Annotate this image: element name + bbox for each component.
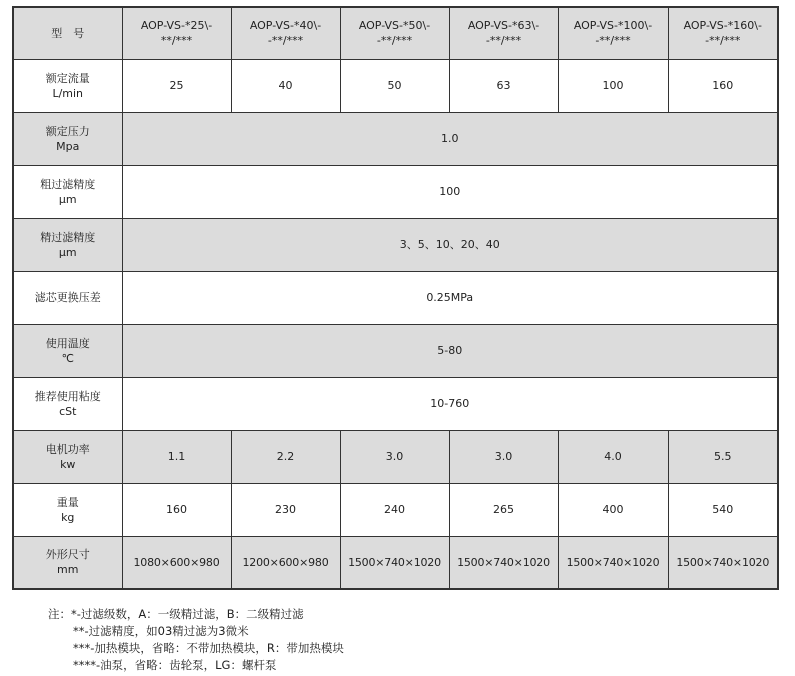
value-cell: 160 <box>668 59 778 112</box>
row-label: 使用温度 ℃ <box>13 324 122 377</box>
notes-block <box>48 606 344 674</box>
value-cell: 63 <box>449 59 558 112</box>
value-cell: 40 <box>231 59 340 112</box>
row-label: 粗过滤精度 μm <box>13 165 122 218</box>
value-cell: 400 <box>558 483 668 536</box>
row-label: 推荐使用粘度 cSt <box>13 377 122 430</box>
merged-value-cell: 0.25MPa <box>122 271 778 324</box>
value-cell: 3.0 <box>449 430 558 483</box>
row-label: 额定压力 Mpa <box>13 112 122 165</box>
value-cell: 1500×740×1020 <box>668 536 778 589</box>
row-rated-pressure <box>13 112 778 165</box>
row-label: 精过滤精度 μm <box>13 218 122 271</box>
value-cell: 1.1 <box>122 430 231 483</box>
value-cell: 240 <box>340 483 449 536</box>
row-label: 滤芯更换压差 <box>13 271 122 324</box>
model-cell: AOP-VS-*40\- -**/*** <box>231 7 340 59</box>
row-label: 外形尺寸 mm <box>13 536 122 589</box>
row-label: 重量 kg <box>13 483 122 536</box>
value-cell: 230 <box>231 483 340 536</box>
value-cell: 1200×600×980 <box>231 536 340 589</box>
value-cell: 2.2 <box>231 430 340 483</box>
value-cell: 1500×740×1020 <box>449 536 558 589</box>
value-cell: 1080×600×980 <box>122 536 231 589</box>
row-fine-filtration <box>13 218 778 271</box>
value-cell: 100 <box>558 59 668 112</box>
note-line: **-过滤精度，如03精过滤为3微米 <box>73 624 249 638</box>
row-viscosity <box>13 377 778 430</box>
row-dimensions <box>13 536 778 589</box>
row-coarse-filtration <box>13 165 778 218</box>
value-cell: 5.5 <box>668 430 778 483</box>
note-line: ****-油泵，省略：齿轮泵，LG：螺杆泵 <box>73 658 277 672</box>
spec-table <box>12 6 779 590</box>
value-cell: 4.0 <box>558 430 668 483</box>
row-motor-power <box>13 430 778 483</box>
row-weight <box>13 483 778 536</box>
merged-value-cell: 3、5、10、20、40 <box>122 218 778 271</box>
value-cell: 1500×740×1020 <box>340 536 449 589</box>
merged-value-cell: 1.0 <box>122 112 778 165</box>
model-cell: AOP-VS-*160\- -**/*** <box>668 7 778 59</box>
value-cell: 50 <box>340 59 449 112</box>
row-element-change-pressure <box>13 271 778 324</box>
model-cell: AOP-VS-*63\- -**/*** <box>449 7 558 59</box>
model-cell: AOP-VS-*100\- -**/*** <box>558 7 668 59</box>
note-line: 注：*-过滤级数，A：一级精过滤，B：二级精过滤 <box>48 607 304 621</box>
value-cell: 25 <box>122 59 231 112</box>
merged-value-cell: 5-80 <box>122 324 778 377</box>
value-cell: 540 <box>668 483 778 536</box>
header-row <box>13 7 778 59</box>
value-cell: 160 <box>122 483 231 536</box>
value-cell: 1500×740×1020 <box>558 536 668 589</box>
row-rated-flow <box>13 59 778 112</box>
row-label: 额定流量 L/min <box>13 59 122 112</box>
value-cell: 3.0 <box>340 430 449 483</box>
model-cell: AOP-VS-*25\- **/*** <box>122 7 231 59</box>
value-cell: 265 <box>449 483 558 536</box>
row-label: 电机功率 kw <box>13 430 122 483</box>
note-line: ***-加热模块，省略：不带加热模块，R：带加热模块 <box>73 641 344 655</box>
model-label: 型 号 <box>13 7 122 59</box>
model-cell: AOP-VS-*50\- -**/*** <box>340 7 449 59</box>
row-temperature <box>13 324 778 377</box>
merged-value-cell: 100 <box>122 165 778 218</box>
merged-value-cell: 10-760 <box>122 377 778 430</box>
